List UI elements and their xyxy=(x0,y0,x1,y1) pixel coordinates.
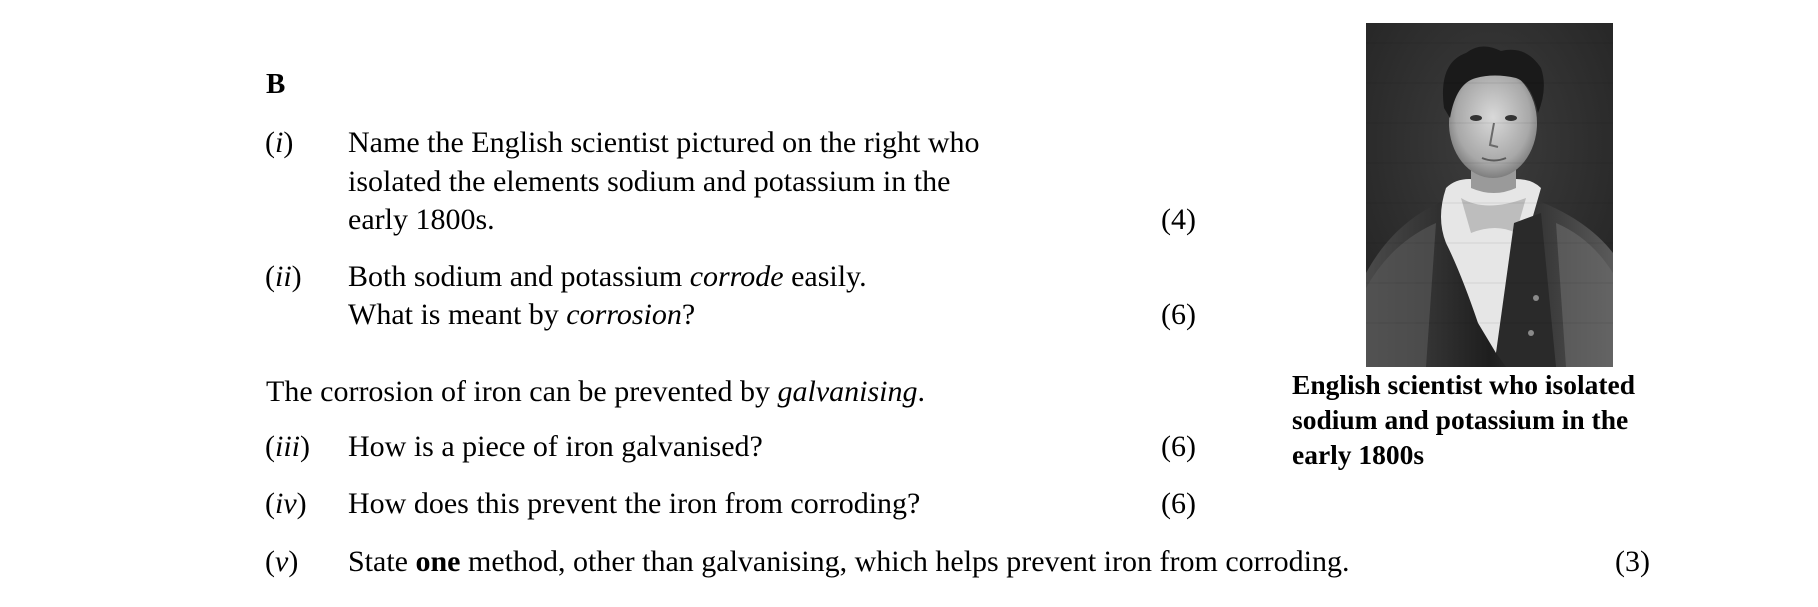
roman-numeral: iv xyxy=(275,487,297,520)
marks-v: (3) xyxy=(1615,545,1650,578)
question-ii-line-1 xyxy=(348,262,867,292)
question-number-v xyxy=(265,547,298,577)
roman-numeral: iii xyxy=(275,430,301,463)
caption-line-1: English scientist who isolated xyxy=(1292,369,1636,400)
text: State xyxy=(348,545,416,578)
text: What is meant by xyxy=(348,298,567,331)
paren-open: ( xyxy=(265,430,275,463)
question-i-line-3: early 1800s. xyxy=(348,203,495,236)
text: Both sodium and potassium xyxy=(348,260,690,293)
question-number-iii xyxy=(265,432,310,462)
roman-numeral: v xyxy=(275,545,289,578)
paren-open: ( xyxy=(265,545,275,578)
paren-open: ( xyxy=(265,260,275,293)
galvanising-intro xyxy=(266,377,925,407)
text: method, other than galvanising, which helps prevent iron from corroding. xyxy=(460,545,1350,578)
question-ii-line-2 xyxy=(348,300,695,330)
portrait-image xyxy=(1366,23,1613,367)
question-number-i xyxy=(265,128,293,158)
caption-line-2: sodium and potassium in the xyxy=(1292,404,1629,435)
roman-numeral: ii xyxy=(275,260,292,293)
question-i-line-2: isolated the elements sodium and potassium in the xyxy=(348,165,951,198)
question-i-line-1: Name the English scientist pictured on the right who xyxy=(348,126,980,159)
question-iii-text: How is a piece of iron galvanised? xyxy=(348,430,763,463)
paren-close: ) xyxy=(283,126,294,159)
text: ? xyxy=(681,298,696,331)
text: The corrosion of iron can be prevented by xyxy=(266,375,778,408)
paren-close: ) xyxy=(288,545,299,578)
marks-i: (4) xyxy=(1161,203,1196,236)
marks-iv: (6) xyxy=(1161,487,1196,520)
portrait-illustration-icon xyxy=(1366,23,1613,367)
caption-line-3: early 1800s xyxy=(1292,439,1425,470)
figure-caption xyxy=(1292,367,1692,472)
paren-close: ) xyxy=(300,430,311,463)
emphasis-corrode: corrode xyxy=(689,260,784,293)
marks-ii: (6) xyxy=(1161,298,1196,331)
section-label: B xyxy=(266,68,286,100)
text: . xyxy=(917,375,925,408)
paren-open: ( xyxy=(265,487,275,520)
marks-iii: (6) xyxy=(1161,430,1196,463)
emphasis-one: one xyxy=(415,545,461,578)
paren-close: ) xyxy=(296,487,307,520)
question-number-ii xyxy=(265,262,302,292)
question-iv-text: How does this prevent the iron from corroding? xyxy=(348,487,921,520)
roman-numeral: i xyxy=(275,126,284,159)
emphasis-corrosion: corrosion xyxy=(566,298,682,331)
emphasis-galvanising: galvanising xyxy=(777,375,918,408)
question-number-iv xyxy=(265,489,307,519)
paren-open: ( xyxy=(265,126,275,159)
text: easily. xyxy=(783,260,867,293)
paren-close: ) xyxy=(291,260,302,293)
question-v-text xyxy=(348,547,1349,577)
